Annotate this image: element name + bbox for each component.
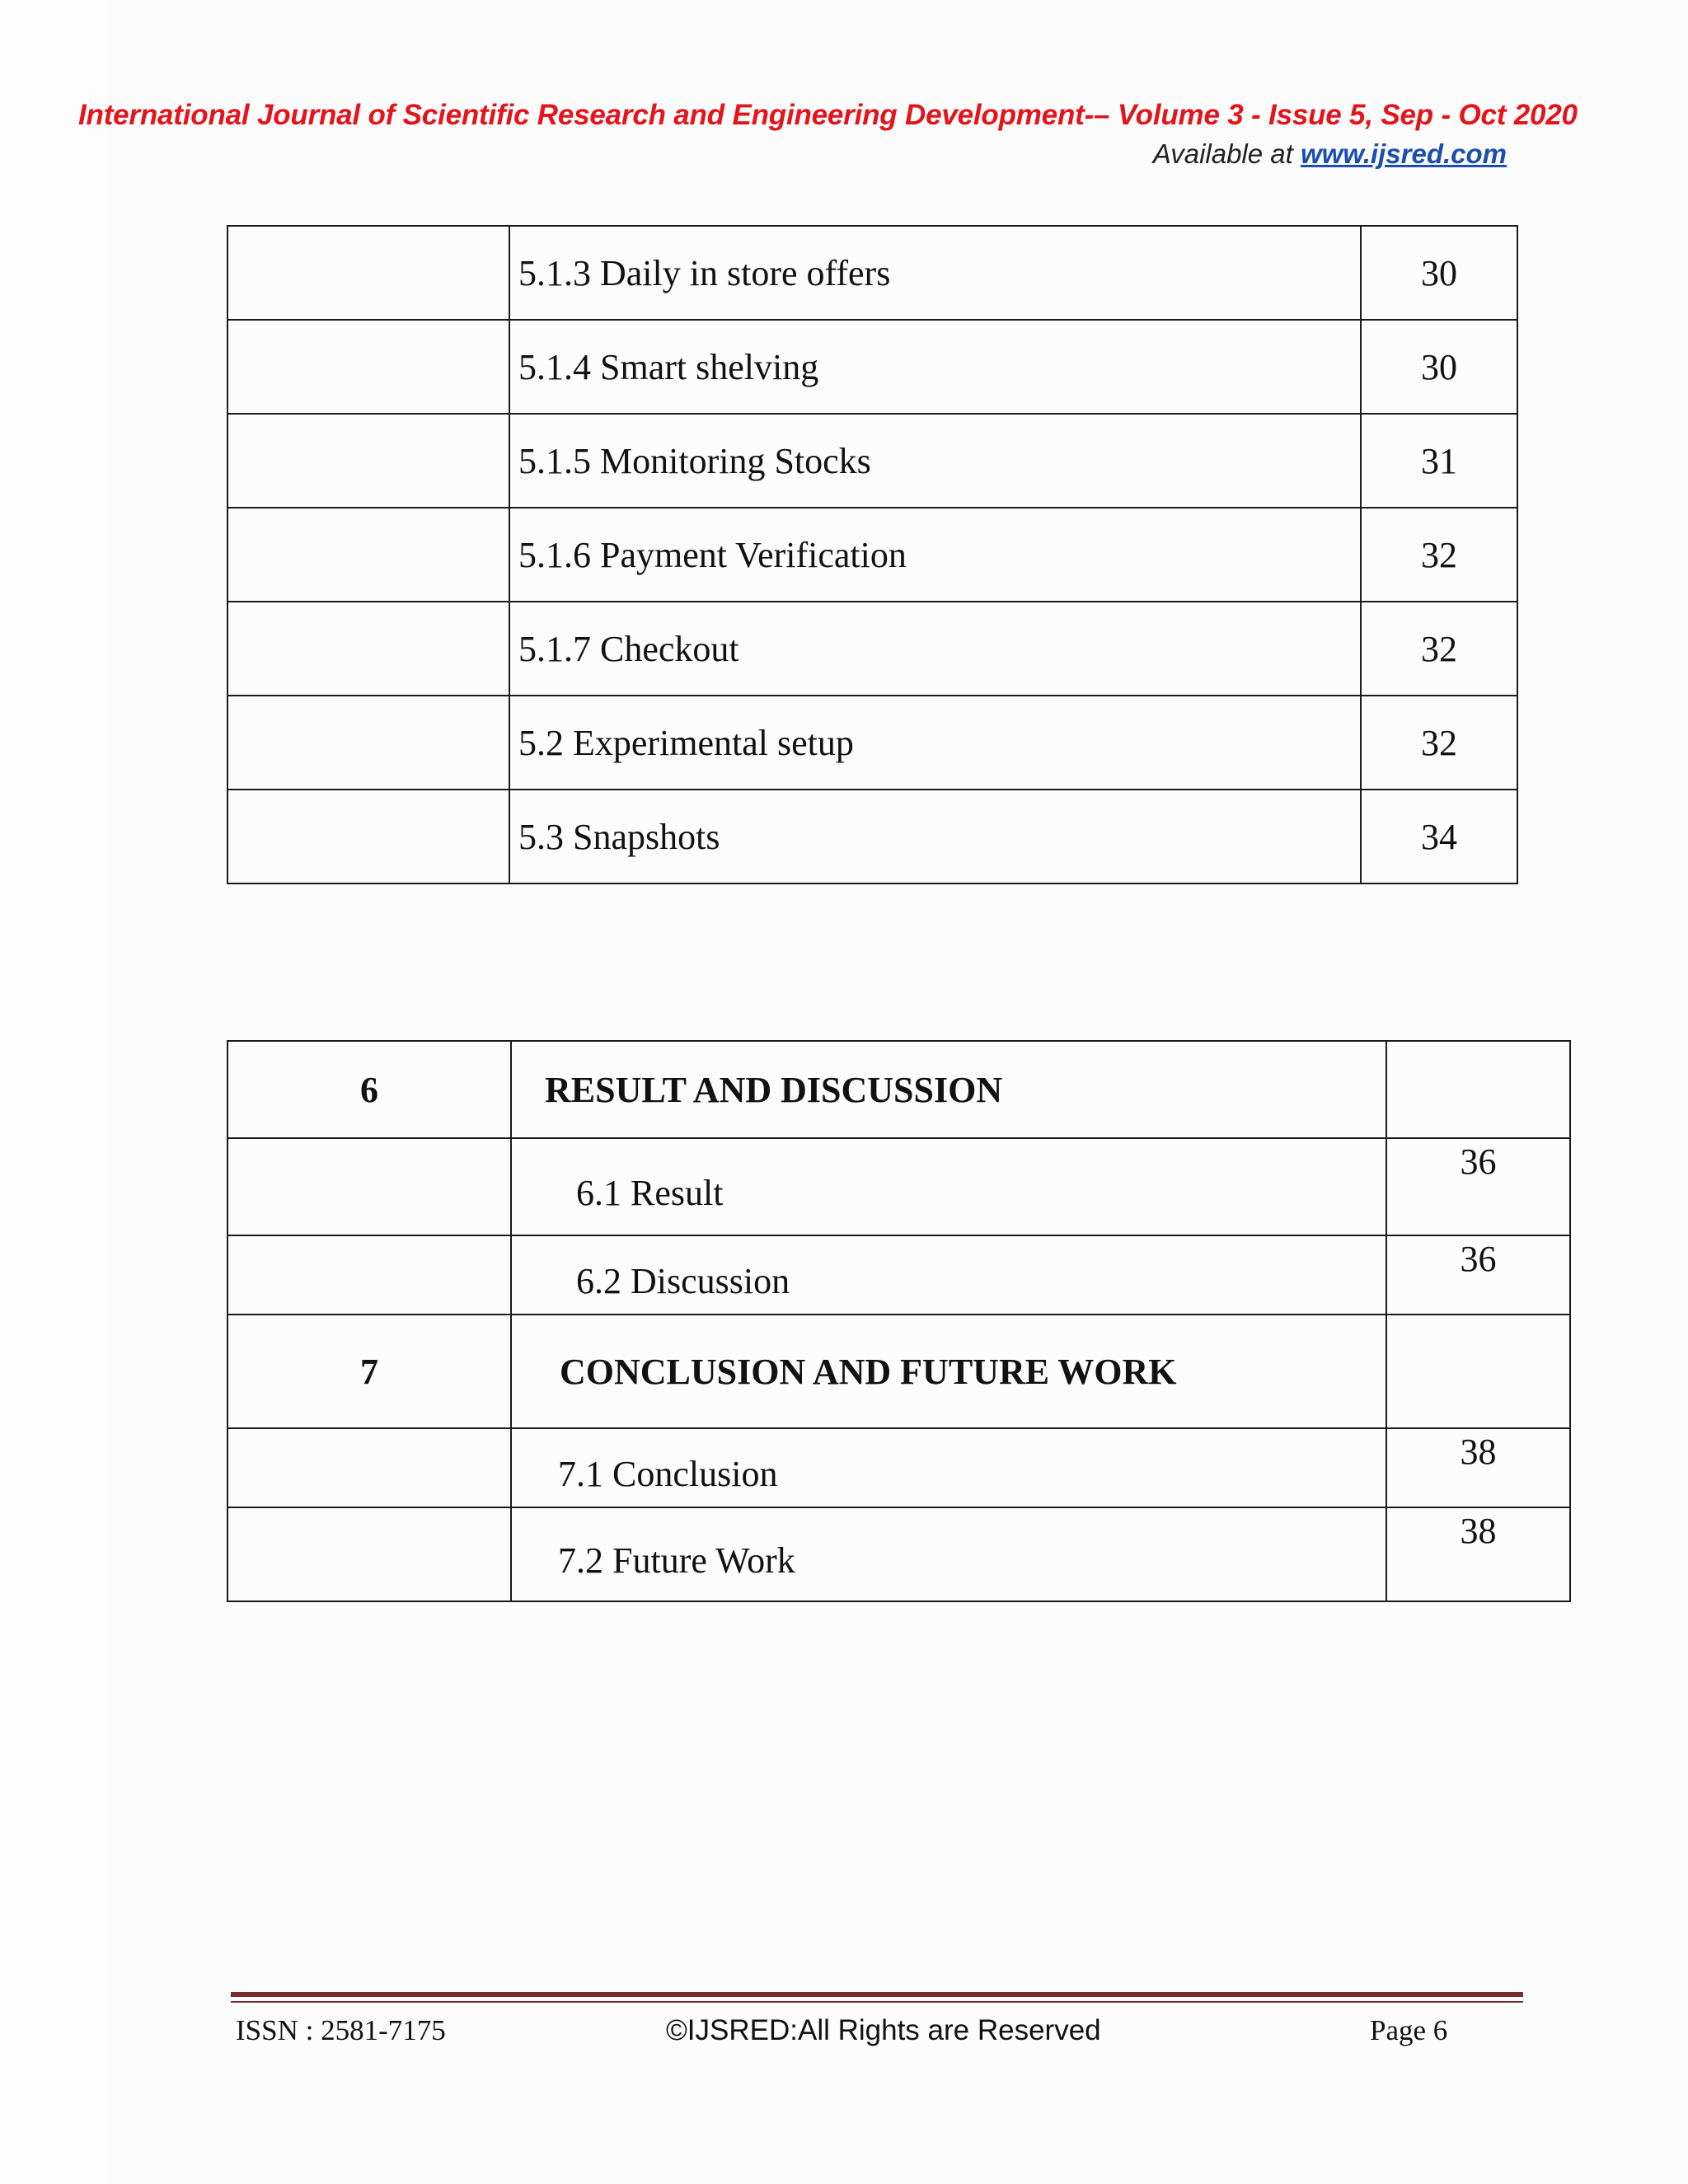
- toc-entry-title: 5.1.6 Payment Verification: [509, 508, 1361, 602]
- toc-page-number: [1386, 1041, 1570, 1138]
- toc-page-number: 36: [1386, 1138, 1570, 1235]
- toc-chapter-number: [227, 226, 509, 320]
- footer-page-number: Page 6: [1370, 2014, 1448, 2046]
- footer-issn: ISSN : 2581-7175: [236, 2014, 446, 2046]
- toc-page-number: 38: [1386, 1507, 1570, 1601]
- toc-chapter-number: [227, 1235, 511, 1315]
- toc-row: [227, 414, 1517, 508]
- toc-page-number: 30: [1361, 226, 1517, 320]
- toc-page-number: 34: [1361, 790, 1517, 883]
- journal-title: International Journal of Scientific Research and Engineering Development-– Volume 3 - Issue 5, Sep - Oct 2020: [78, 99, 1578, 131]
- footer-copyright: ©IJSRED:All Rights are Reserved: [666, 2014, 1101, 2046]
- toc-entry-title: 6.1 Result: [511, 1138, 1386, 1235]
- toc-table-chapter-5: [227, 225, 1518, 884]
- toc-entry-title: 6.2 Discussion: [511, 1235, 1386, 1315]
- toc-row: [227, 790, 1517, 883]
- toc-chapter-number: [227, 1138, 511, 1235]
- toc-chapter-number: 7: [227, 1315, 511, 1428]
- toc-row: [227, 696, 1517, 790]
- toc-entry-title: 5.1.7 Checkout: [509, 602, 1361, 696]
- toc-chapter-row: [227, 1315, 1570, 1428]
- toc-page-number: 31: [1361, 414, 1517, 508]
- toc-page-number: 38: [1386, 1428, 1570, 1507]
- toc-chapter-title: RESULT AND DISCUSSION: [511, 1041, 1386, 1138]
- toc-chapter-number: [227, 602, 509, 696]
- toc-row: [227, 226, 1517, 320]
- toc-entry-title: 5.2 Experimental setup: [509, 696, 1361, 790]
- toc-chapter-number: [227, 1507, 511, 1601]
- toc-entry-title: 5.1.3 Daily in store offers: [509, 226, 1361, 320]
- toc-page-number: 36: [1386, 1235, 1570, 1315]
- footer-divider: [231, 1992, 1523, 1997]
- toc-chapter-number: 6: [227, 1041, 511, 1138]
- toc-table-chapters-6-7: [227, 1040, 1571, 1602]
- toc-chapter-number: [227, 508, 509, 602]
- toc-entry-title: 5.3 Snapshots: [509, 790, 1361, 883]
- toc-entry-title: 7.1 Conclusion: [511, 1428, 1386, 1507]
- toc-entry-title: 5.1.4 Smart shelving: [509, 320, 1361, 414]
- toc-row: [227, 1235, 1570, 1315]
- availability-line: [1153, 138, 1507, 170]
- toc-chapter-title: CONCLUSION AND FUTURE WORK: [511, 1315, 1386, 1428]
- footer-divider-thin: [231, 2001, 1523, 2003]
- journal-website-link[interactable]: www.ijsred.com: [1300, 138, 1507, 169]
- toc-entry-title: 7.2 Future Work: [511, 1507, 1386, 1601]
- toc-page-number: [1386, 1315, 1570, 1428]
- toc-chapter-row: [227, 1041, 1570, 1138]
- toc-chapter-number: [227, 1428, 511, 1507]
- toc-row: [227, 320, 1517, 414]
- toc-row: [227, 1507, 1570, 1601]
- toc-chapter-number: [227, 696, 509, 790]
- available-at-label: Available at: [1152, 138, 1301, 169]
- toc-chapter-number: [227, 414, 509, 508]
- toc-row: [227, 1428, 1570, 1507]
- toc-page-number: 32: [1361, 696, 1517, 790]
- toc-row: [227, 602, 1517, 696]
- toc-page-number: 32: [1361, 602, 1517, 696]
- toc-chapter-number: [227, 320, 509, 414]
- toc-page-number: 30: [1361, 320, 1517, 414]
- toc-page-number: 32: [1361, 508, 1517, 602]
- toc-entry-title: 5.1.5 Monitoring Stocks: [509, 414, 1361, 508]
- toc-row: [227, 1138, 1570, 1235]
- toc-row: [227, 508, 1517, 602]
- toc-chapter-number: [227, 790, 509, 883]
